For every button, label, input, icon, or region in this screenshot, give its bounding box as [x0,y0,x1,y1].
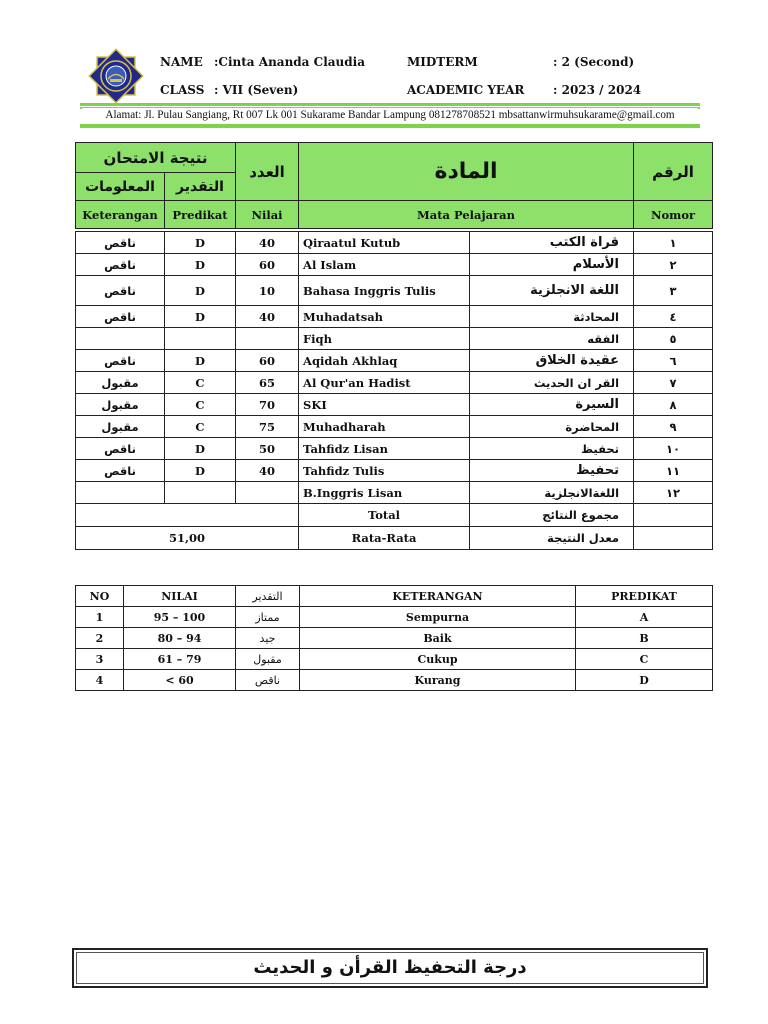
total-value-cell [76,504,299,527]
subject-ar-cell: المحادثة [470,306,634,328]
nilai-cell: 50 [236,438,299,460]
nilai-cell [236,328,299,350]
keterangan-cell [76,328,165,350]
nilai-cell: 75 [236,416,299,438]
grade-row [76,438,713,460]
grade-row [76,328,713,350]
subject-cell: B.Inggris Lisan [299,482,470,504]
grade-heading: التقدير [165,173,236,201]
predikat-cell: D [165,306,236,328]
subject-cell: Tahfidz Tulis [299,460,470,482]
grade-row [76,254,713,276]
scale-range-cell: 61 – 79 [124,649,236,670]
info-heading: المعلومات [76,173,165,201]
keterangan-cell: ناقص [76,438,165,460]
scale-taqdir-cell: مقبول [236,649,300,670]
subject-heading: المادة [299,143,634,201]
scale-predikat-cell: D [576,670,713,691]
scale-row [76,670,713,691]
number-heading: الرقم [634,143,713,201]
predikat-cell: D [165,350,236,372]
col-keterangan: Keterangan [76,201,165,229]
col-mata-pelajaran: Mata Pelajaran [299,201,634,229]
keterangan-cell: ناقص [76,232,165,254]
predikat-cell: D [165,232,236,254]
nilai-cell: 40 [236,306,299,328]
subject-ar-cell: عقيدة الخلاق [470,350,634,372]
col-nomor: Nomor [634,201,713,229]
scale-predikat-cell: B [576,628,713,649]
grade-row [76,350,713,372]
scale-keterangan-cell: Baik [300,628,576,649]
average-empty-cell [634,527,713,550]
scale-col-keterangan: KETERANGAN [300,586,576,607]
scale-no-cell: 1 [76,607,124,628]
subject-cell: Bahasa Inggris Tulis [299,276,470,306]
total-empty-cell [634,504,713,527]
name-value: :Cinta Ananda Claudia [214,55,365,69]
average-label-ar: معدل النتيجة [470,527,634,550]
subject-ar-cell: اللغةالانجلزية [470,482,634,504]
total-label: Total [299,504,470,527]
academic-year-value: : 2023 / 2024 [553,83,642,97]
scale-no-cell: 2 [76,628,124,649]
scale-taqdir-cell: ناقص [236,670,300,691]
subject-ar-cell: اللغة الانجلزية [470,276,634,306]
scale-row [76,628,713,649]
grade-row [76,276,713,306]
nomor-cell: ٩ [634,416,713,438]
address-rule-top [80,103,700,106]
nilai-cell: 40 [236,232,299,254]
subject-cell: Al Qur'an Hadist [299,372,470,394]
grades-table [75,142,713,550]
nilai-cell: 40 [236,460,299,482]
nilai-cell [236,482,299,504]
scale-range-cell: 80 – 94 [124,628,236,649]
nomor-cell: ١١ [634,460,713,482]
average-value: 51,00 [76,527,299,550]
subject-cell: SKI [299,394,470,416]
nomor-cell: ١٠ [634,438,713,460]
subject-ar-cell: الفقه [470,328,634,350]
subject-cell: Fiqh [299,328,470,350]
predikat-cell: C [165,416,236,438]
subject-ar-cell: تحفيظ [470,438,634,460]
grading-scale-table [75,585,713,691]
nilai-cell: 10 [236,276,299,306]
nilai-cell: 70 [236,394,299,416]
subject-cell: Muhadatsah [299,306,470,328]
keterangan-cell [76,482,165,504]
midterm-label: MIDTERM [407,55,478,69]
subject-cell: Tahfidz Lisan [299,438,470,460]
average-label: Rata-Rata [299,527,470,550]
scale-taqdir-cell: جيد [236,628,300,649]
nomor-cell: ٦ [634,350,713,372]
keterangan-cell: مقبول [76,416,165,438]
grade-row [76,416,713,438]
scale-keterangan-cell: Cukup [300,649,576,670]
subject-ar-cell: المحاضرة [470,416,634,438]
predikat-cell [165,328,236,350]
subject-ar-cell: قراة الكتب [470,232,634,254]
nomor-cell: ٤ [634,306,713,328]
nomor-cell: ٣ [634,276,713,306]
scale-predikat-cell: A [576,607,713,628]
scale-col-no: NO [76,586,124,607]
count-heading: العدد [236,143,299,201]
col-predikat: Predikat [165,201,236,229]
grade-row [76,460,713,482]
scale-range-cell: < 60 [124,670,236,691]
class-value: : VII (Seven) [214,83,299,97]
school-address: Alamat: Jl. Pulau Sangiang, Rt 007 Lk 001 Sukarame Bandar Lampung 081278708521 mbsattanwirmuhsukarame@gmail.com [82,108,698,124]
keterangan-cell: ناقص [76,306,165,328]
keterangan-cell: ناقص [76,460,165,482]
subject-ar-cell: تحفيظ [470,460,634,482]
scale-no-cell: 4 [76,670,124,691]
school-logo [88,48,144,104]
predikat-cell: C [165,394,236,416]
class-label: CLASS [160,83,205,97]
scale-taqdir-cell: ممتاز [236,607,300,628]
footer-title: درجة التحفيظ القرأن و الحديث [76,952,704,984]
nomor-cell: ٢ [634,254,713,276]
scale-keterangan-cell: Sempurna [300,607,576,628]
predikat-cell [165,482,236,504]
col-nilai: Nilai [236,201,299,229]
predikat-cell: D [165,276,236,306]
nomor-cell: ٧ [634,372,713,394]
subject-cell: Qiraatul Kutub [299,232,470,254]
subject-ar-cell: السيرة [470,394,634,416]
scale-range-cell: 95 – 100 [124,607,236,628]
address-rule-bottom [80,124,700,128]
subject-cell: Muhadharah [299,416,470,438]
nomor-cell: ٨ [634,394,713,416]
nomor-cell: ١ [634,232,713,254]
keterangan-cell: مقبول [76,372,165,394]
name-label: NAME [160,55,203,69]
grade-row [76,232,713,254]
predikat-cell: D [165,254,236,276]
subject-ar-cell: الأسلام [470,254,634,276]
subject-cell: Aqidah Akhlaq [299,350,470,372]
keterangan-cell: ناقص [76,350,165,372]
keterangan-cell: مقبول [76,394,165,416]
scale-no-cell: 3 [76,649,124,670]
keterangan-cell: ناقص [76,276,165,306]
grade-row [76,394,713,416]
predikat-cell: C [165,372,236,394]
nilai-cell: 65 [236,372,299,394]
subject-cell: Al Islam [299,254,470,276]
predikat-cell: D [165,460,236,482]
predikat-cell: D [165,438,236,460]
footer-title-box [72,948,708,988]
scale-predikat-cell: C [576,649,713,670]
scale-col-taqdir: التقدير [236,586,300,607]
nomor-cell: ١٢ [634,482,713,504]
midterm-value: : 2 (Second) [553,55,635,69]
nomor-cell: ٥ [634,328,713,350]
nilai-cell: 60 [236,254,299,276]
scale-col-predikat: PREDIKAT [576,586,713,607]
academic-year-label: ACADEMIC YEAR [407,83,525,97]
nilai-cell: 60 [236,350,299,372]
grade-row [76,482,713,504]
total-label-ar: مجموع النتائج [470,504,634,527]
scale-col-nilai: NILAI [124,586,236,607]
subject-ar-cell: القر ان الحديث [470,372,634,394]
grade-row [76,372,713,394]
grade-row [76,306,713,328]
keterangan-cell: ناقص [76,254,165,276]
scale-row [76,649,713,670]
scale-keterangan-cell: Kurang [300,670,576,691]
exam-result-heading: نتيجة الامتحان [76,143,236,173]
scale-row [76,607,713,628]
